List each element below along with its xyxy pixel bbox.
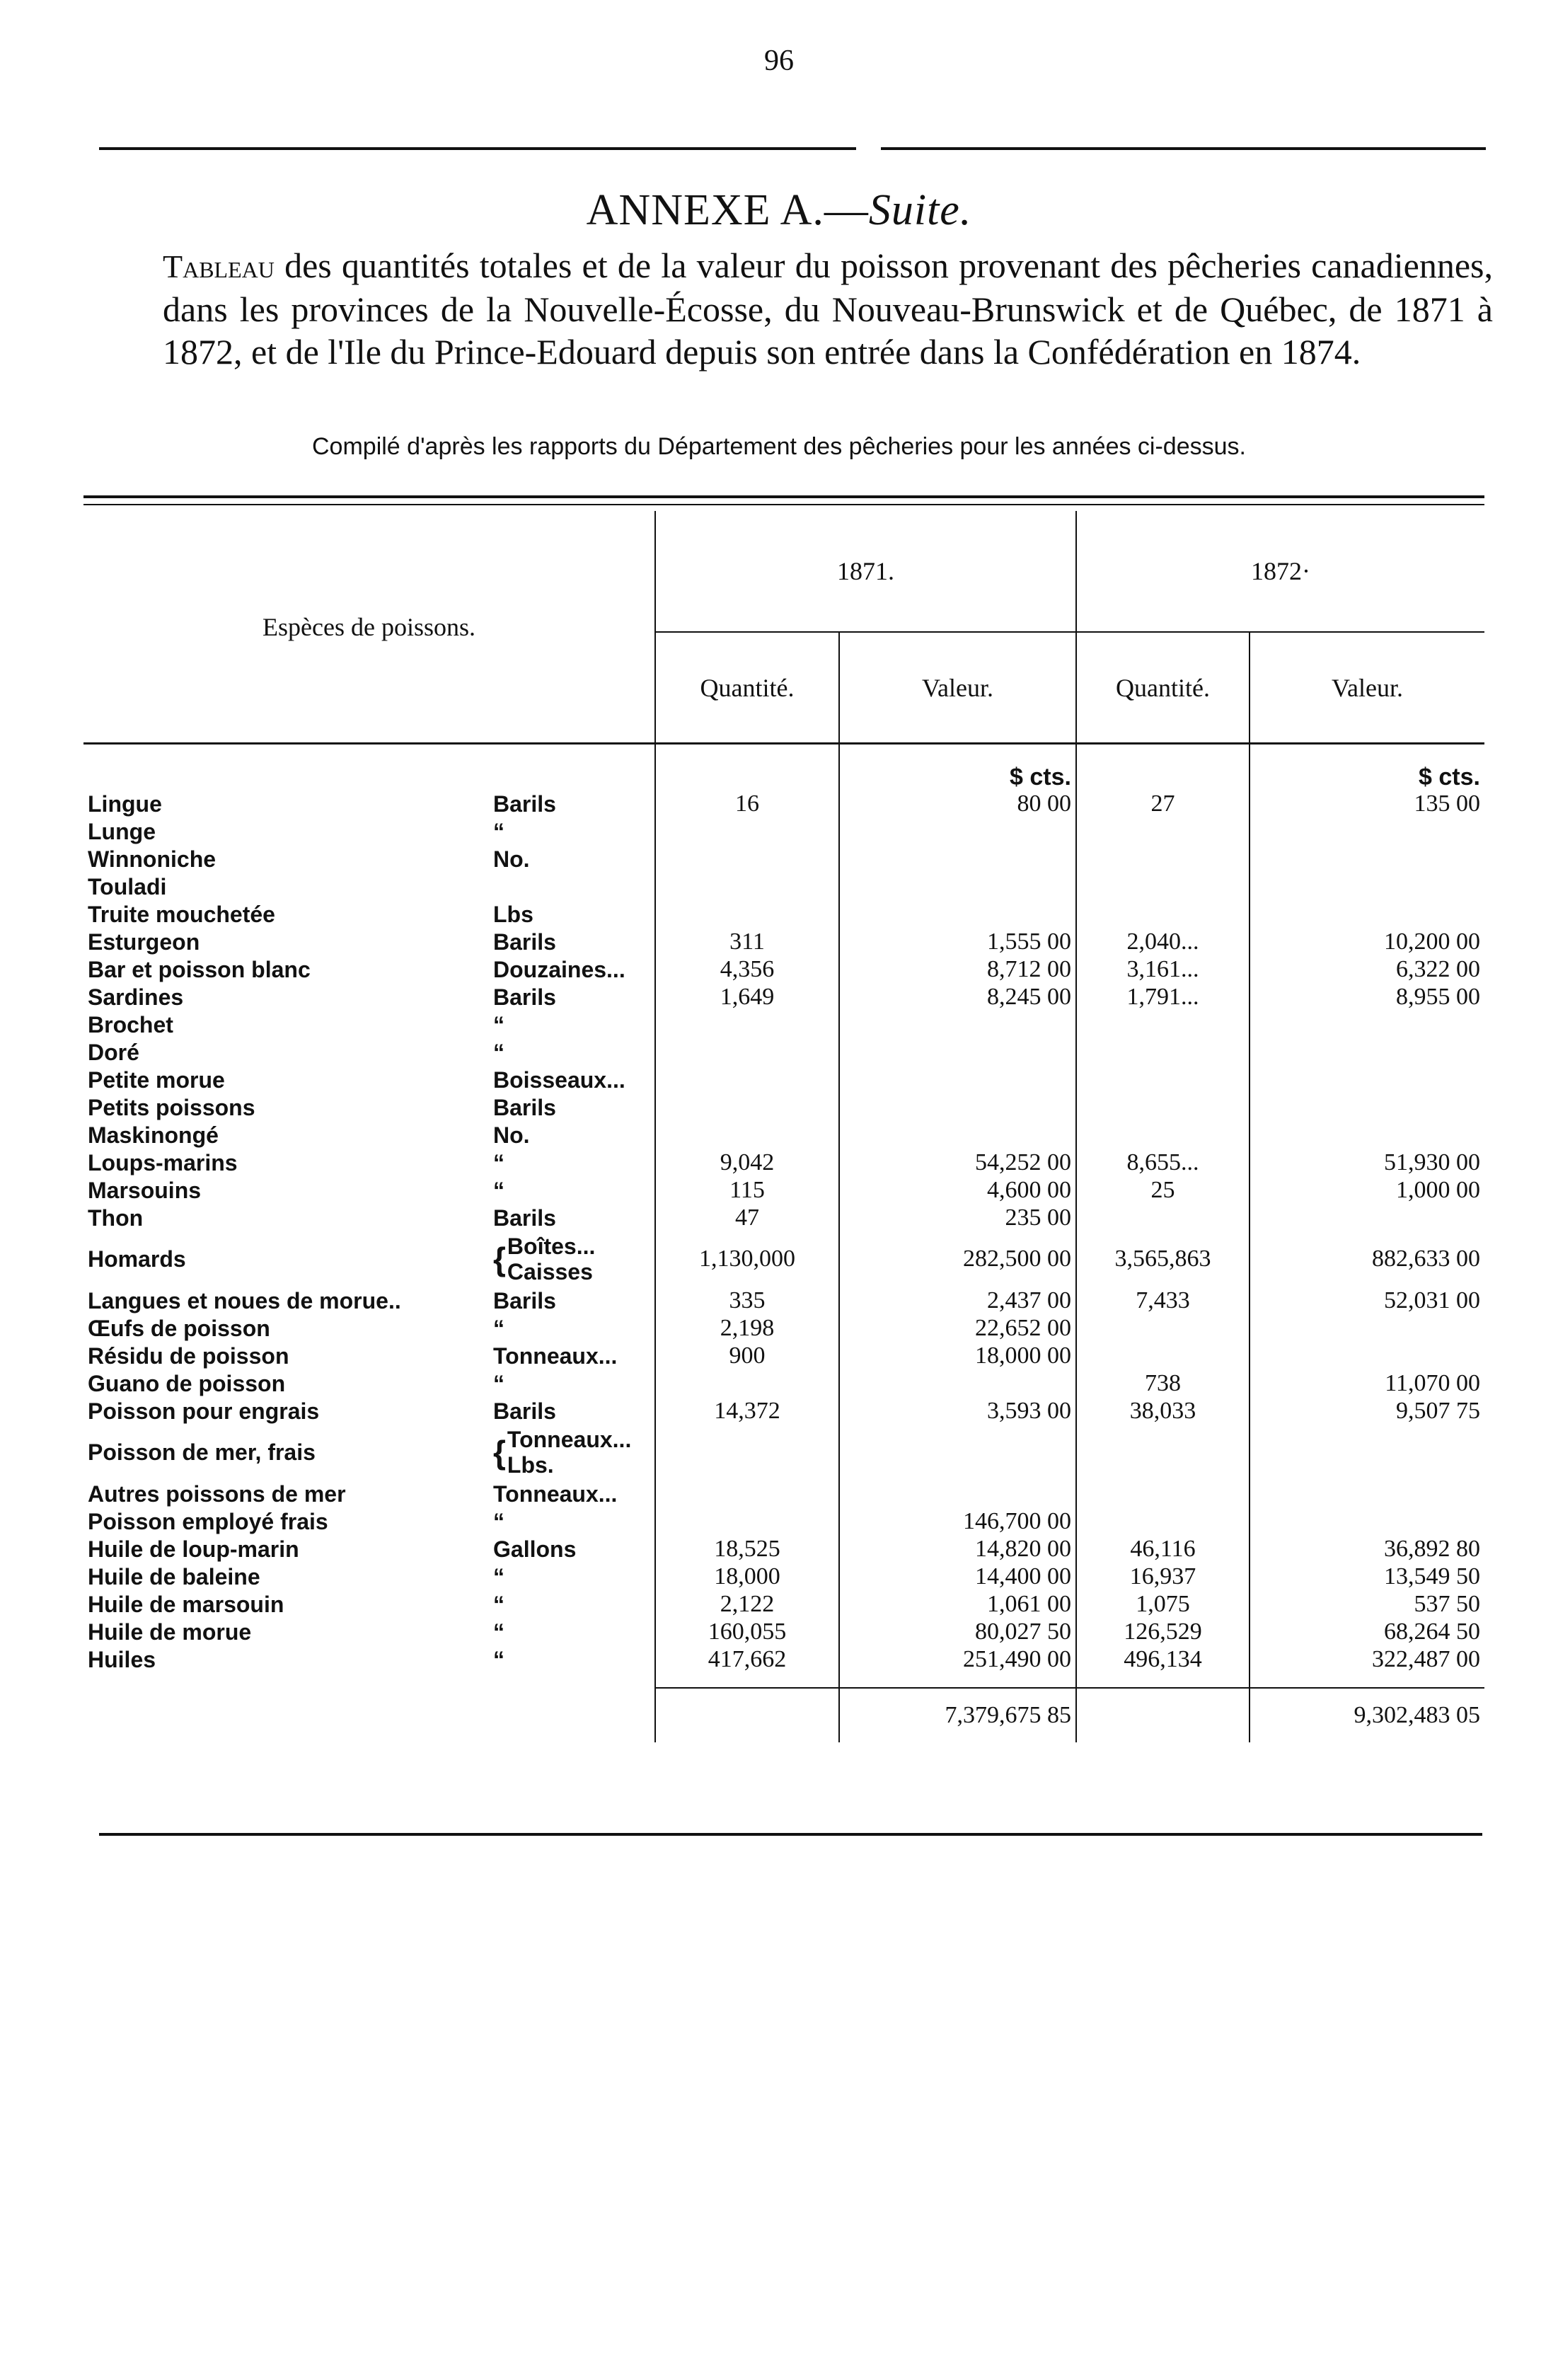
unit: Gallons [493, 1536, 577, 1562]
species-name: Autres poissons de mer [88, 1481, 346, 1507]
quantite-1872: 8,655... [1076, 1149, 1250, 1176]
table-row [83, 1590, 1484, 1618]
unit: “ [493, 1370, 504, 1396]
valeur-1871: 2,437 00 [839, 1287, 1076, 1314]
table-row [83, 1397, 1484, 1425]
quantite-1871: 417,662 [655, 1645, 839, 1673]
quantite-1871: 47 [655, 1204, 839, 1231]
quantite-1872 [1076, 1204, 1250, 1231]
valeur-1872 [1250, 1204, 1484, 1231]
quantite-1872: 1,075 [1076, 1590, 1250, 1618]
units-1872-value: $ cts. [1250, 744, 1484, 791]
units-1871-value: $ cts. [839, 744, 1076, 791]
unit: Barils [493, 1287, 556, 1313]
unit: Barils [493, 791, 556, 817]
table-row [83, 1480, 1484, 1507]
quantite-1872 [1076, 1038, 1250, 1066]
valeur-1872: 68,264 50 [1250, 1618, 1484, 1645]
table-row [83, 845, 1484, 873]
valeur-1872-header: Valeur. [1250, 632, 1484, 744]
spacer-cell [489, 1673, 655, 1688]
species-name: Marsouins [88, 1177, 202, 1203]
valeur-1872: 537 50 [1250, 1590, 1484, 1618]
valeur-1871: 235 00 [839, 1204, 1076, 1231]
unit: No. [493, 1122, 530, 1148]
quantite-1871 [655, 1121, 839, 1149]
quantite-1871: 16 [655, 790, 839, 817]
valeur-1871: 80,027 50 [839, 1618, 1076, 1645]
header-rule-right [881, 147, 1486, 150]
valeur-1871: 1,061 00 [839, 1590, 1076, 1618]
quantite-1872: 738 [1076, 1369, 1250, 1397]
table-row [83, 1425, 1484, 1480]
table-row [83, 1618, 1484, 1645]
species-name: Petite morue [88, 1067, 225, 1093]
table-top-rule [83, 495, 1484, 498]
total-quantite-1872 [1076, 1688, 1250, 1742]
valeur-1872: 9,507 75 [1250, 1397, 1484, 1425]
table-row [83, 1121, 1484, 1149]
valeur-1872: 6,322 00 [1250, 955, 1484, 983]
table-row [83, 1342, 1484, 1369]
valeur-1872 [1250, 1011, 1484, 1038]
valeur-1871 [839, 1093, 1076, 1121]
quantite-1872 [1076, 900, 1250, 928]
valeur-1872: 11,070 00 [1250, 1369, 1484, 1397]
quantite-1871 [655, 1425, 839, 1480]
valeur-1871 [839, 900, 1076, 928]
unit [489, 873, 655, 900]
table-row [83, 1176, 1484, 1204]
valeur-1872: 52,031 00 [1250, 1287, 1484, 1314]
quantite-1872 [1076, 1480, 1250, 1507]
valeur-1871 [839, 1038, 1076, 1066]
fisheries-table [83, 511, 1484, 1742]
quantite-1872: 38,033 [1076, 1397, 1250, 1425]
valeur-1871: 1,555 00 [839, 928, 1076, 955]
total-quantite-1871 [655, 1688, 839, 1742]
total-spacer [83, 1688, 489, 1742]
quantite-1871: 1,130,000 [655, 1231, 839, 1287]
valeur-1871 [839, 1066, 1076, 1093]
valeur-1872: 322,487 00 [1250, 1645, 1484, 1673]
quantite-1871 [655, 1369, 839, 1397]
table-row [83, 873, 1484, 900]
quantite-1872 [1076, 817, 1250, 845]
quantite-1871 [655, 1507, 839, 1535]
species-name: Esturgeon [88, 929, 200, 955]
unit: Barils [493, 1398, 556, 1424]
quantite-1872 [1076, 1066, 1250, 1093]
unit-b: Caisses [507, 1259, 593, 1284]
table-row [83, 1563, 1484, 1590]
valeur-1872: 8,955 00 [1250, 983, 1484, 1011]
table-row [83, 1535, 1484, 1563]
unit: Lbs [493, 901, 533, 927]
valeur-1872 [1250, 1093, 1484, 1121]
quantite-1872-header: Quantité. [1076, 632, 1250, 744]
quantite-1872 [1076, 1507, 1250, 1535]
fisheries-table-body [83, 744, 1484, 1743]
table-row [83, 790, 1484, 817]
table-row [83, 1204, 1484, 1231]
quantite-1871 [655, 1480, 839, 1507]
total-spacer [489, 1688, 655, 1742]
valeur-1871: 8,245 00 [839, 983, 1076, 1011]
species-name: Loups-marins [88, 1149, 238, 1175]
species-name: Thon [88, 1205, 144, 1231]
unit: Barils [493, 1205, 556, 1231]
unit: “ [493, 1315, 504, 1341]
quantite-1872 [1076, 1093, 1250, 1121]
species-name: Petits poissons [88, 1094, 255, 1120]
valeur-1872 [1250, 1314, 1484, 1342]
compiled-note: Compilé d'après les rapports du Département des pêcheries pour les années ci-dessus. [312, 433, 1246, 460]
quantite-1872: 2,040... [1076, 928, 1250, 955]
quantite-1872: 46,116 [1076, 1535, 1250, 1563]
species-name: Guano de poisson [88, 1370, 286, 1396]
quantite-1872 [1076, 1425, 1250, 1480]
quantite-1872: 1,791... [1076, 983, 1250, 1011]
valeur-1871: 22,652 00 [839, 1314, 1076, 1342]
table-row [83, 817, 1484, 845]
quantite-1871-header: Quantité. [655, 632, 839, 744]
unit: “ [493, 1039, 504, 1065]
caption-lead: Tableau [163, 248, 275, 284]
unit: No. [493, 846, 530, 872]
unit: “ [493, 1011, 504, 1037]
spacer-row [83, 1673, 1484, 1688]
table-row [83, 1149, 1484, 1176]
species-name: Touladi [88, 873, 167, 899]
table-caption [163, 244, 1493, 373]
unit-a: Tonneaux... [507, 1427, 632, 1452]
species-name: Résidu de poisson [88, 1343, 289, 1369]
valeur-1872 [1250, 817, 1484, 845]
unit: “ [493, 1149, 504, 1175]
species-name: Lingue [88, 791, 162, 817]
valeur-1871 [839, 817, 1076, 845]
unit: Tonneaux... [493, 1343, 618, 1369]
quantite-1872: 3,565,863 [1076, 1231, 1250, 1287]
table-row [83, 900, 1484, 928]
valeur-1871 [839, 1425, 1076, 1480]
quantite-1871 [655, 900, 839, 928]
quantite-1871: 1,649 [655, 983, 839, 1011]
valeur-1872: 10,200 00 [1250, 928, 1484, 955]
valeur-1872 [1250, 873, 1484, 900]
quantite-1871 [655, 817, 839, 845]
unit: Barils [493, 984, 556, 1010]
valeur-1871 [839, 1480, 1076, 1507]
unit: “ [493, 1646, 504, 1672]
quantite-1872: 496,134 [1076, 1645, 1250, 1673]
valeur-1872 [1250, 900, 1484, 928]
unit: Barils [493, 929, 556, 955]
unit-brace-group [489, 1231, 655, 1287]
unit: Barils [493, 1094, 556, 1120]
valeur-1872 [1250, 1342, 1484, 1369]
quantite-1871: 335 [655, 1287, 839, 1314]
valeur-1872 [1250, 1480, 1484, 1507]
quantite-1872 [1076, 1121, 1250, 1149]
brace-mark: { [493, 1434, 506, 1471]
species-name: Maskinongé [88, 1122, 219, 1148]
table-row [83, 955, 1484, 983]
year-1871-header: 1871. [655, 511, 1076, 632]
unit-stack [507, 1427, 631, 1478]
species-name: Poisson employé frais [88, 1508, 328, 1534]
table-row [83, 1011, 1484, 1038]
unit: “ [493, 1563, 504, 1589]
valeur-1871: 14,400 00 [839, 1563, 1076, 1590]
units-row [83, 744, 1484, 791]
species-name: Huile de baleine [88, 1563, 260, 1589]
page-number: 96 [764, 45, 794, 77]
valeur-1871: 251,490 00 [839, 1645, 1076, 1673]
species-name: Œufs de poisson [88, 1315, 270, 1341]
valeur-1872: 1,000 00 [1250, 1176, 1484, 1204]
fisheries-table-wrap [83, 511, 1484, 1742]
quantite-1872 [1076, 1342, 1250, 1369]
unit: Tonneaux... [493, 1481, 618, 1507]
unit-stack [507, 1234, 595, 1284]
quantite-1872 [1076, 873, 1250, 900]
spacer-cell [655, 1673, 839, 1688]
quantite-1872: 3,161... [1076, 955, 1250, 983]
species-name: Truite mouchetée [88, 901, 275, 927]
quantite-1871 [655, 873, 839, 900]
species-name: Poisson pour engrais [88, 1398, 320, 1424]
table-row [83, 1231, 1484, 1287]
table-row [83, 983, 1484, 1011]
table-row [83, 1507, 1484, 1535]
valeur-1872 [1250, 1038, 1484, 1066]
species-name: Homards [88, 1246, 186, 1272]
valeur-1871 [839, 1121, 1076, 1149]
spacer-cell [83, 1673, 489, 1688]
table-row [83, 1645, 1484, 1673]
quantite-1872 [1076, 845, 1250, 873]
valeur-1871: 4,600 00 [839, 1176, 1076, 1204]
valeur-1871: 14,820 00 [839, 1535, 1076, 1563]
quantite-1871: 18,000 [655, 1563, 839, 1590]
valeur-1872: 135 00 [1250, 790, 1484, 817]
quantite-1872: 126,529 [1076, 1618, 1250, 1645]
quantite-1871: 115 [655, 1176, 839, 1204]
header-rule-left [99, 147, 856, 150]
species-name: Bar et poisson blanc [88, 956, 311, 982]
table-row [83, 1314, 1484, 1342]
table-row [83, 1038, 1484, 1066]
species-name: Huile de marsouin [88, 1591, 284, 1617]
quantite-1871: 900 [655, 1342, 839, 1369]
annex-title-suite: Suite. [868, 186, 972, 234]
unit: Douzaines... [493, 956, 625, 982]
year-1872-header: 1872· [1076, 511, 1484, 632]
spacer-cell [839, 1673, 1076, 1688]
valeur-1872 [1250, 845, 1484, 873]
valeur-1871 [839, 845, 1076, 873]
quantite-1871 [655, 1093, 839, 1121]
species-name: Huile de loup-marin [88, 1536, 299, 1562]
species-name: Sardines [88, 984, 184, 1010]
valeur-1872: 36,892 80 [1250, 1535, 1484, 1563]
valeur-1871 [839, 1369, 1076, 1397]
table-row [83, 1093, 1484, 1121]
valeur-1871-header: Valeur. [839, 632, 1076, 744]
valeur-1871 [839, 873, 1076, 900]
valeur-1871: 146,700 00 [839, 1507, 1076, 1535]
table-bottom-rule [99, 1833, 1482, 1836]
valeur-1872: 882,633 00 [1250, 1231, 1484, 1287]
spacer-cell [1250, 1673, 1484, 1688]
valeur-1871: 54,252 00 [839, 1149, 1076, 1176]
spacer-cell [1076, 1673, 1250, 1688]
valeur-1872 [1250, 1121, 1484, 1149]
valeur-1872: 51,930 00 [1250, 1149, 1484, 1176]
quantite-1871 [655, 1066, 839, 1093]
total-row [83, 1688, 1484, 1742]
valeur-1872 [1250, 1425, 1484, 1480]
quantite-1871 [655, 1011, 839, 1038]
unit: “ [493, 1619, 504, 1645]
unit-brace-group [489, 1425, 655, 1480]
quantite-1871: 160,055 [655, 1618, 839, 1645]
table-row [83, 1287, 1484, 1314]
unit: “ [493, 818, 504, 844]
species-name: Brochet [88, 1011, 173, 1037]
quantite-1872 [1076, 1011, 1250, 1038]
quantite-1871 [655, 845, 839, 873]
table-top-rule-2 [83, 504, 1484, 505]
species-column-header: Espèces de poissons. [83, 511, 655, 744]
species-name: Langues et noues de morue.. [88, 1287, 401, 1313]
table-row [83, 1369, 1484, 1397]
species-name: Poisson de mer, frais [88, 1439, 316, 1465]
quantite-1872: 27 [1076, 790, 1250, 817]
species-name: Huile de morue [88, 1619, 252, 1645]
valeur-1871 [839, 1011, 1076, 1038]
quantite-1871: 9,042 [655, 1149, 839, 1176]
table-row [83, 1066, 1484, 1093]
quantite-1871: 18,525 [655, 1535, 839, 1563]
quantite-1872: 16,937 [1076, 1563, 1250, 1590]
quantite-1871: 4,356 [655, 955, 839, 983]
annex-title [0, 185, 1558, 236]
caption-text: des quantités totales et de la valeur du poisson provenant des pêcheries canadiennes, dans les provinces de la Nouvelle-Écosse, du Nouveau-Brunswick et de Québec, de 1871 à 1872, et de l'Ile du Prince-Edouard depuis son entrée dans la Confédération en 1874. [163, 246, 1493, 372]
brace-mark: { [493, 1241, 506, 1277]
unit: “ [493, 1591, 504, 1617]
quantite-1871: 14,372 [655, 1397, 839, 1425]
species-name: Huiles [88, 1646, 156, 1672]
valeur-1872: 13,549 50 [1250, 1563, 1484, 1590]
unit: “ [493, 1177, 504, 1203]
total-valeur-1871: 7,379,675 85 [839, 1688, 1076, 1742]
quantite-1872 [1076, 1314, 1250, 1342]
quantite-1872: 25 [1076, 1176, 1250, 1204]
unit-b: Lbs. [507, 1452, 554, 1478]
unit: “ [493, 1508, 504, 1534]
quantite-1871 [655, 1038, 839, 1066]
annex-title-main: ANNEXE A.— [586, 186, 869, 234]
valeur-1871: 18,000 00 [839, 1342, 1076, 1369]
valeur-1871: 3,593 00 [839, 1397, 1076, 1425]
quantite-1871: 2,198 [655, 1314, 839, 1342]
species-name: Doré [88, 1039, 139, 1065]
unit: Boisseaux... [493, 1067, 625, 1093]
total-valeur-1872: 9,302,483 05 [1250, 1688, 1484, 1742]
quantite-1871: 2,122 [655, 1590, 839, 1618]
valeur-1872 [1250, 1507, 1484, 1535]
table-row [83, 928, 1484, 955]
valeur-1871: 282,500 00 [839, 1231, 1076, 1287]
unit-a: Boîtes... [507, 1234, 596, 1259]
valeur-1871: 80 00 [839, 790, 1076, 817]
species-name: Lunge [88, 818, 156, 844]
quantite-1871: 311 [655, 928, 839, 955]
quantite-1872: 7,433 [1076, 1287, 1250, 1314]
valeur-1872 [1250, 1066, 1484, 1093]
species-name: Winnoniche [88, 846, 217, 872]
valeur-1871: 8,712 00 [839, 955, 1076, 983]
